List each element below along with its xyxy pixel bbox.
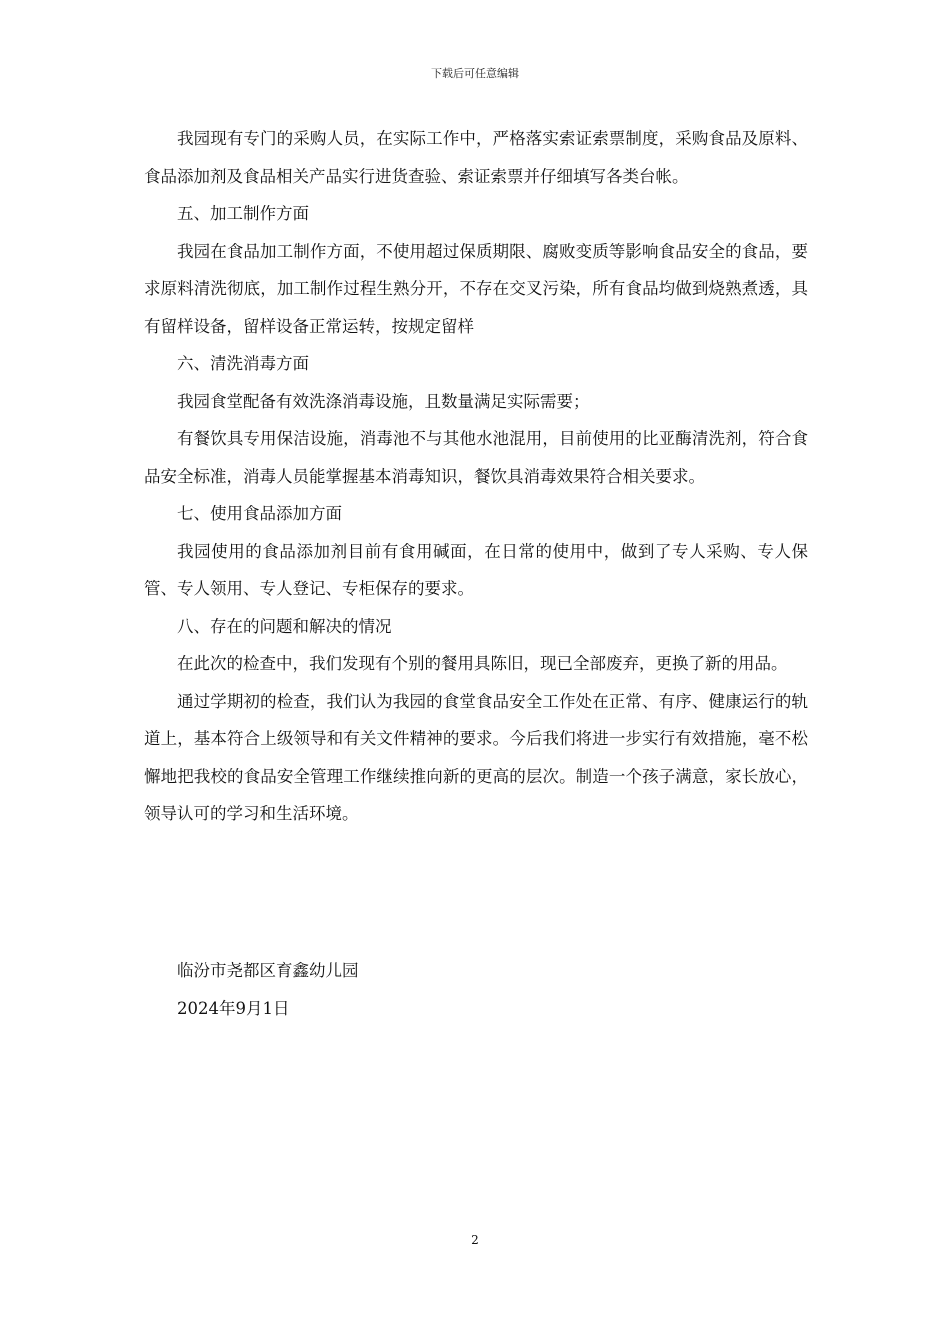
- signature-date: 2024年9月1日: [177, 998, 290, 1018]
- section-heading-additives: 七、使用食品添加方面: [177, 504, 342, 523]
- paragraph-problems: 在此次的检查中，我们发现有个别的餐用具陈旧，现已全部废弃，更换了新的用品。: [177, 654, 788, 673]
- paragraph-cleaning-details: 有餐饮具专用保洁设施，消毒池不与其他水池混用，目前使用的比亚酶清洗剂，符合食品安全标准，消毒人员能掌握基本消毒知识，餐饮具消毒效果符合相关要求。: [144, 429, 808, 486]
- section-heading-cleaning: 六、清洗消毒方面: [177, 354, 309, 373]
- paragraph-cleaning-facilities: 我园食堂配备有效洗涤消毒设施，且数量满足实际需要；: [177, 391, 590, 411]
- paragraph-processing: 我园在食品加工制作方面，不使用超过保质期限、腐败变质等影响食品安全的食品，要求原料清洗彻底，加工制作过程生熟分开，不存在交叉污染，所有食品均做到烧熟煮透，具有留样设备，留样设备正常运转，按规定留样: [144, 241, 808, 336]
- paragraph-additives: 我园使用的食品添加剂目前有食用碱面，在日常的使用中，做到了专人采购、专人保管、专人领用、专人登记、专柜保存的要求。: [144, 541, 808, 598]
- signature-organization: 临汾市尧都区育鑫幼儿园: [177, 961, 359, 980]
- document-body: [144, 120, 808, 833]
- page-number: 2: [471, 1233, 479, 1247]
- section-heading-problems: 八、存在的问题和解决的情况: [177, 616, 392, 636]
- paragraph-conclusion: 通过学期初的检查，我们认为我园的食堂食品安全工作处在正常、有序、健康运行的轨道上，基本符合上级领导和有关文件精神的要求。今后我们将进一步实行有效措施，毫不松懈地把我校的食品安全管理工作继续推向新的更高的层次。制造一个孩子满意，家长放心，领导认可的学习和生活环境。: [144, 691, 808, 823]
- section-heading-processing: 五、加工制作方面: [177, 204, 309, 223]
- page-header-note: 下载后可任意编辑: [431, 67, 519, 80]
- paragraph-procurement: 我园现有专门的采购人员，在实际工作中，严格落实索证索票制度，采购食品及原料、食品添加剂及食品相关产品实行进货查验、索证索票并仔细填写各类台帐。: [144, 129, 808, 186]
- signature-block: [144, 952, 808, 1027]
